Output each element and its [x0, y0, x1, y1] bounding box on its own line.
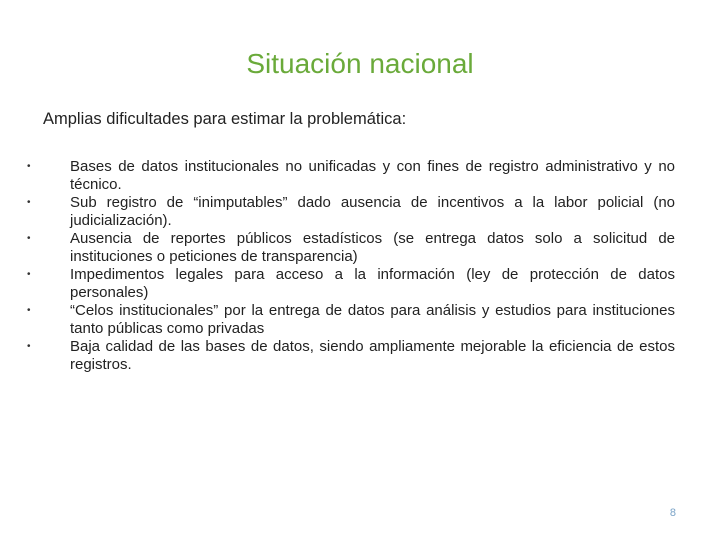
bullet-icon: •: [27, 161, 31, 172]
bullet-text: Impedimentos legales para acceso a la información (ley de protección de datos personales): [70, 266, 675, 301]
bullet-text: “Celos institucionales” por la entrega de datos para análisis y estudios para instituciones tanto públicas como privadas: [70, 302, 675, 337]
bullet-item: [27, 194, 675, 230]
bullet-text: Baja calidad de las bases de datos, siendo ampliamente mejorable la eficiencia de estos registros.: [70, 338, 675, 373]
bullet-item: [27, 338, 675, 374]
intro-text: Amplias dificultades para estimar la problemática:: [43, 110, 407, 128]
bullet-icon: •: [27, 197, 31, 208]
bullet-text: Ausencia de reportes públicos estadísticos (se entrega datos solo a solicitud de instituciones o peticiones de transparencia): [70, 230, 675, 265]
bullet-icon: •: [27, 341, 31, 352]
bullet-icon: •: [27, 269, 31, 280]
bullet-text: Sub registro de “inimputables” dado ausencia de incentivos a la labor policial (no judicialización).: [70, 194, 675, 229]
slide-title: Situación nacional: [246, 48, 474, 79]
bullet-item: [27, 158, 675, 194]
bullet-icon: •: [27, 305, 31, 316]
bullet-text: Bases de datos institucionales no unificadas y con fines de registro administrativo y no técnico.: [70, 158, 675, 193]
bullet-icon: •: [27, 233, 31, 244]
bullet-item: [27, 302, 675, 338]
page-number: 8: [669, 507, 676, 519]
bullet-item: [27, 230, 675, 266]
bullet-item: [27, 266, 675, 302]
bullet-list: [27, 158, 675, 374]
